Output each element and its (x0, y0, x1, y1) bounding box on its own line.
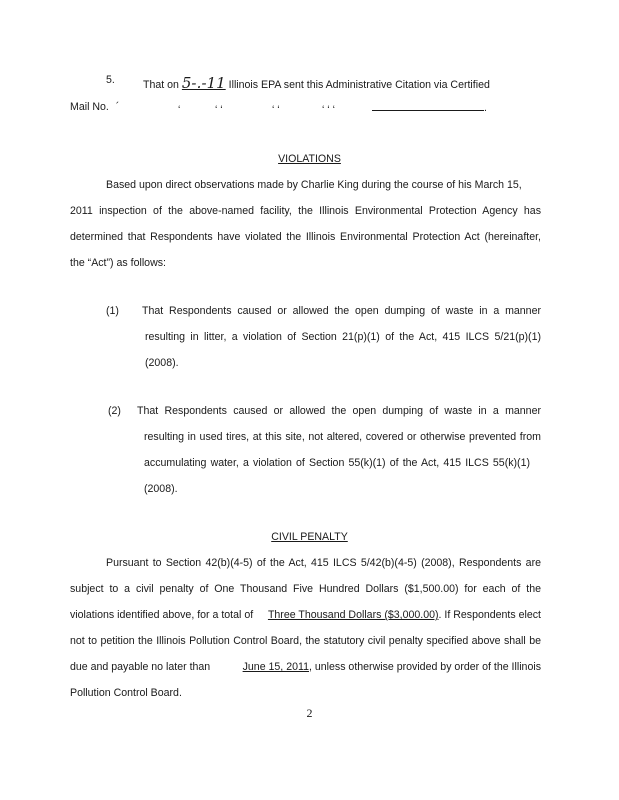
violations-heading: VIOLATIONS (278, 153, 341, 165)
violation-item-line: resulting in used tires, at this site, not altered, covered or otherwise prevented from (144, 431, 541, 443)
civil-penalty-line: not to petition the Illinois Pollution Control Board, the statutory civil penalty specified above shall be (70, 635, 541, 647)
para5-text-a: That on (143, 79, 179, 91)
mail-fragment: ‘ ‘ ‘ (322, 104, 335, 116)
violation-item-line: resulting in litter, a violation of Section 21(p)(1) of the Act, 415 ILCS 5/21(p)(1) (145, 331, 541, 343)
civil-penalty-heading: CIVIL PENALTY (271, 531, 348, 543)
violation-item-number: (2) (108, 405, 121, 417)
page-number: 2 (306, 706, 313, 720)
handwritten-date: 5-․-11 (181, 74, 226, 92)
mail-fragment: ‘ ‘ (215, 104, 223, 116)
para5-number: 5. (106, 74, 115, 86)
civil-penalty-line (70, 609, 541, 621)
civil-penalty-text: due and payable no later than (70, 661, 211, 673)
violation-item-line: (2008). (144, 483, 178, 495)
mail-fragment: ´ (115, 101, 120, 113)
civil-penalty-line: Pollution Control Board. (70, 687, 182, 699)
mail-label: Mail No. (70, 101, 109, 113)
mail-number-blank: . (372, 101, 487, 114)
mail-fragment: ‘ ‘ (272, 104, 280, 116)
mail-fragment: ‘ (178, 104, 181, 116)
violation-item-line: accumulating water, a violation of Section 55(k)(1) of the Act, 415 ILCS 55(k)(1) (144, 457, 530, 469)
para5-line1 (143, 74, 490, 92)
violation-item-line: (2008). (145, 357, 179, 369)
violation-item-number: (1) (106, 305, 119, 317)
violations-intro-line: Based upon direct observations made by Charlie King during the course of his March 15, (106, 179, 522, 191)
civil-penalty-text: . If Respondents elect (438, 609, 541, 621)
payment-due-date: June 15, 2011 (242, 661, 309, 673)
violations-intro-line: the “Act”) as follows: (70, 257, 166, 269)
civil-penalty-line: subject to a civil penalty of One Thousand Five Hundred Dollars ($1,500.00) for each of the (70, 583, 541, 595)
violation-item-line: That Respondents caused or allowed the open dumping of waste in a manner (137, 405, 541, 417)
civil-penalty-text: , unless otherwise provided by order of the Illinois (308, 661, 541, 673)
civil-penalty-line: Pursuant to Section 42(b)(4-5) of the Act, 415 ILCS 5/42(b)(4-5) (2008), Respondents are (106, 557, 541, 569)
violation-item-line: That Respondents caused or allowed the open dumping of waste in a manner (142, 305, 541, 317)
para5-line2 (70, 101, 119, 113)
civil-penalty-line (70, 661, 541, 673)
violations-intro-line: determined that Respondents have violated the Illinois Environmental Protection Act (hereinafter, (70, 231, 541, 243)
civil-penalty-text: violations identified above, for a total of (70, 609, 254, 621)
para5-text-b: Illinois EPA sent this Administrative Citation via Certified (228, 79, 490, 91)
penalty-total: Three Thousand Dollars ($3,000.00) (267, 609, 439, 621)
violations-intro-line: 2011 inspection of the above-named facility, the Illinois Environmental Protection Agency has (70, 205, 541, 217)
